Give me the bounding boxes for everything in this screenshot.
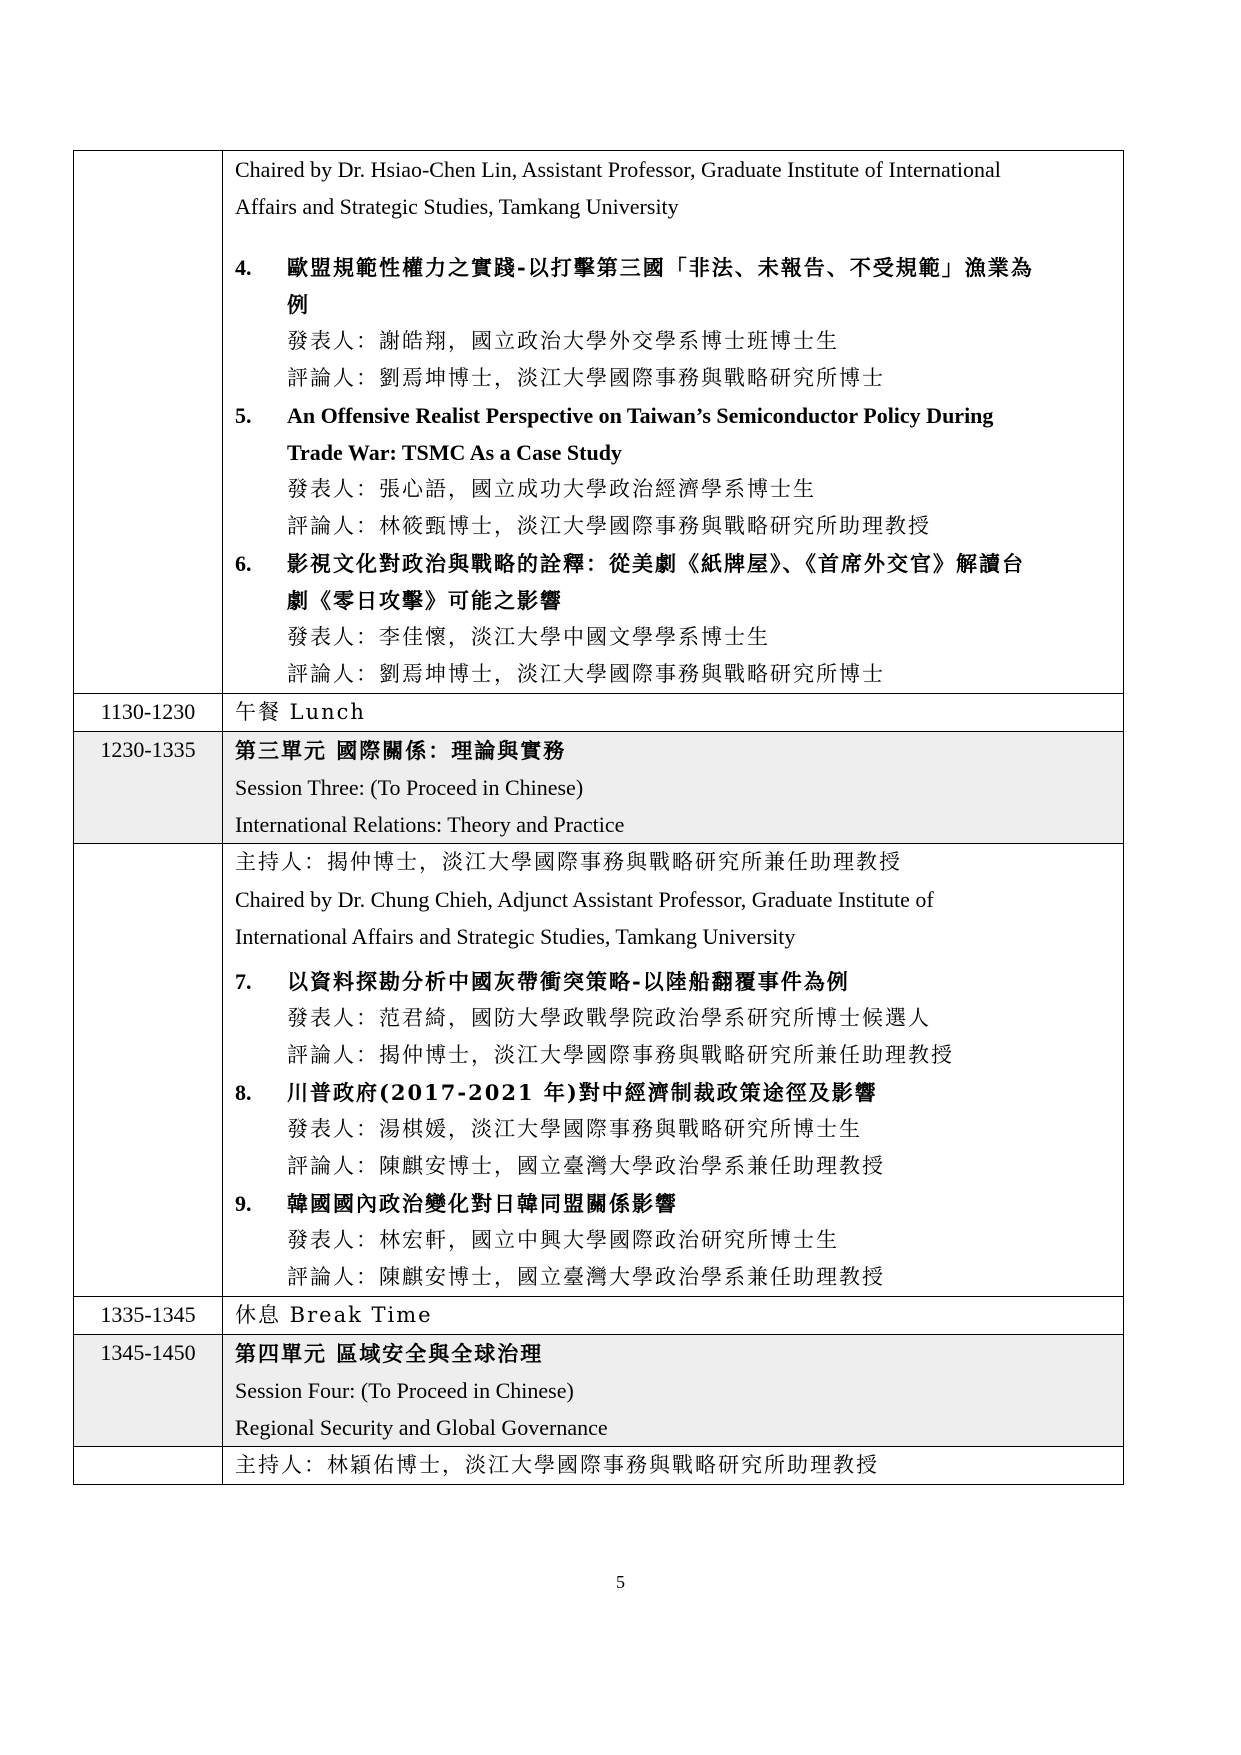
paper-item <box>235 1074 1115 1185</box>
table-row <box>74 1447 1124 1485</box>
time-cell <box>74 1447 223 1485</box>
content-cell <box>223 151 1124 694</box>
content-cell <box>223 694 1124 732</box>
content-cell <box>223 844 1124 1297</box>
chair-en-line: International Affairs and Strategic Studies, Tamkang University <box>235 924 796 949</box>
chair-en-line: Chaired by Dr. Hsiao-Chen Lin, Assistant Professor, Graduate Institute of International <box>235 157 1001 182</box>
paper-title: Trade War: TSMC As a Case Study <box>287 440 622 465</box>
table-row <box>74 844 1124 1297</box>
time-cell: 1335-1345 <box>74 1297 223 1335</box>
content-cell <box>223 1335 1124 1447</box>
discussant: 評論人：林筱甄博士，淡江大學國際事務與戰略研究所助理教授 <box>287 514 931 538</box>
page-number: 5 <box>616 1572 625 1592</box>
table-row <box>74 694 1124 732</box>
paper-title: An Offensive Realist Perspective on Taiwan’s Semiconductor Policy During <box>287 403 994 428</box>
discussant: 評論人：劉焉坤博士，淡江大學國際事務與戰略研究所博士 <box>287 366 885 390</box>
agenda-table <box>73 150 1124 1485</box>
presenter: 發表人：林宏軒，國立中興大學國際政治研究所博士生 <box>287 1228 839 1252</box>
discussant: 評論人：劉焉坤博士，淡江大學國際事務與戰略研究所博士 <box>287 662 885 686</box>
time-cell: 1130-1230 <box>74 694 223 732</box>
table-row <box>74 151 1124 694</box>
presenter: 發表人：范君綺，國防大學政戰學院政治學系研究所博士候選人 <box>287 1006 931 1030</box>
paper-item <box>235 963 1115 1074</box>
paper-number: 4. <box>235 255 252 280</box>
time-cell <box>74 151 223 694</box>
paper-number: 6. <box>235 551 252 576</box>
session-theme-en: Regional Security and Global Governance <box>235 1415 608 1440</box>
paper-item <box>235 1185 1115 1296</box>
time-cell: 1230-1335 <box>74 732 223 844</box>
paper-title: 歐盟規範性權力之實踐-以打擊第三國「非法、未報告、不受規範」漁業為 <box>287 255 1034 280</box>
paper-item <box>235 397 1115 545</box>
table-row <box>74 1335 1124 1447</box>
discussant: 評論人：揭仲博士，淡江大學國際事務與戰略研究所兼任助理教授 <box>287 1043 954 1067</box>
discussant: 評論人：陳麒安博士，國立臺灣大學政治學系兼任助理教授 <box>287 1154 885 1178</box>
paper-number: 7. <box>235 969 252 994</box>
discussant: 評論人：陳麒安博士，國立臺灣大學政治學系兼任助理教授 <box>287 1265 885 1289</box>
presenter: 發表人：李佳懷，淡江大學中國文學學系博士生 <box>287 625 770 649</box>
paper-number: 5. <box>235 403 252 428</box>
paper-title: 影視文化對政治與戰略的詮釋：從美劇《紙牌屋》、《首席外交官》解讀台 <box>287 551 1025 576</box>
paper-number: 9. <box>235 1191 252 1216</box>
session-title-en: Session Three: (To Proceed in Chinese) <box>235 775 584 800</box>
content-cell <box>223 732 1124 844</box>
paper-title: 劇《零日攻擊》可能之影響 <box>287 588 563 613</box>
content-cell <box>223 1447 1124 1485</box>
chair-zh-line: 主持人：揭仲博士，淡江大學國際事務與戰略研究所兼任助理教授 <box>235 850 902 874</box>
session-title-zh: 第四單元 區域安全與全球治理 <box>235 1341 544 1366</box>
chair-zh-line: 主持人：林穎佑博士，淡江大學國際事務與戰略研究所助理教授 <box>235 1453 879 1477</box>
paper-title: 例 <box>287 292 310 317</box>
break-text: 午餐 Lunch <box>235 700 366 724</box>
paper-item <box>235 249 1115 397</box>
session-title-en: Session Four: (To Proceed in Chinese) <box>235 1378 574 1403</box>
break-text: 休息 Break Time <box>235 1303 433 1327</box>
paper-title: 韓國國內政治變化對日韓同盟關係影響 <box>287 1191 678 1216</box>
presenter: 發表人：謝皓翔，國立政治大學外交學系博士班博士生 <box>287 329 839 353</box>
presenter: 發表人：湯棋媛，淡江大學國際事務與戰略研究所博士生 <box>287 1117 862 1141</box>
presenter: 發表人：張心語，國立成功大學政治經濟學系博士生 <box>287 477 816 501</box>
paper-title: 川普政府(2017-2021 年)對中經濟制裁政策途徑及影響 <box>287 1080 878 1105</box>
session-theme-en: International Relations: Theory and Practice <box>235 812 625 837</box>
table-row <box>74 732 1124 844</box>
chair-en-line: Affairs and Strategic Studies, Tamkang University <box>235 194 679 219</box>
time-cell: 1345-1450 <box>74 1335 223 1447</box>
time-cell <box>74 844 223 1297</box>
paper-number: 8. <box>235 1080 252 1105</box>
paper-title: 以資料探勘分析中國灰帶衝突策略-以陸船翻覆事件為例 <box>287 969 850 994</box>
table-row <box>74 1297 1124 1335</box>
session-title-zh: 第三單元 國際關係：理論與實務 <box>235 738 567 763</box>
content-cell <box>223 1297 1124 1335</box>
paper-item <box>235 545 1115 693</box>
chair-en-line: Chaired by Dr. Chung Chieh, Adjunct Assistant Professor, Graduate Institute of <box>235 887 934 912</box>
